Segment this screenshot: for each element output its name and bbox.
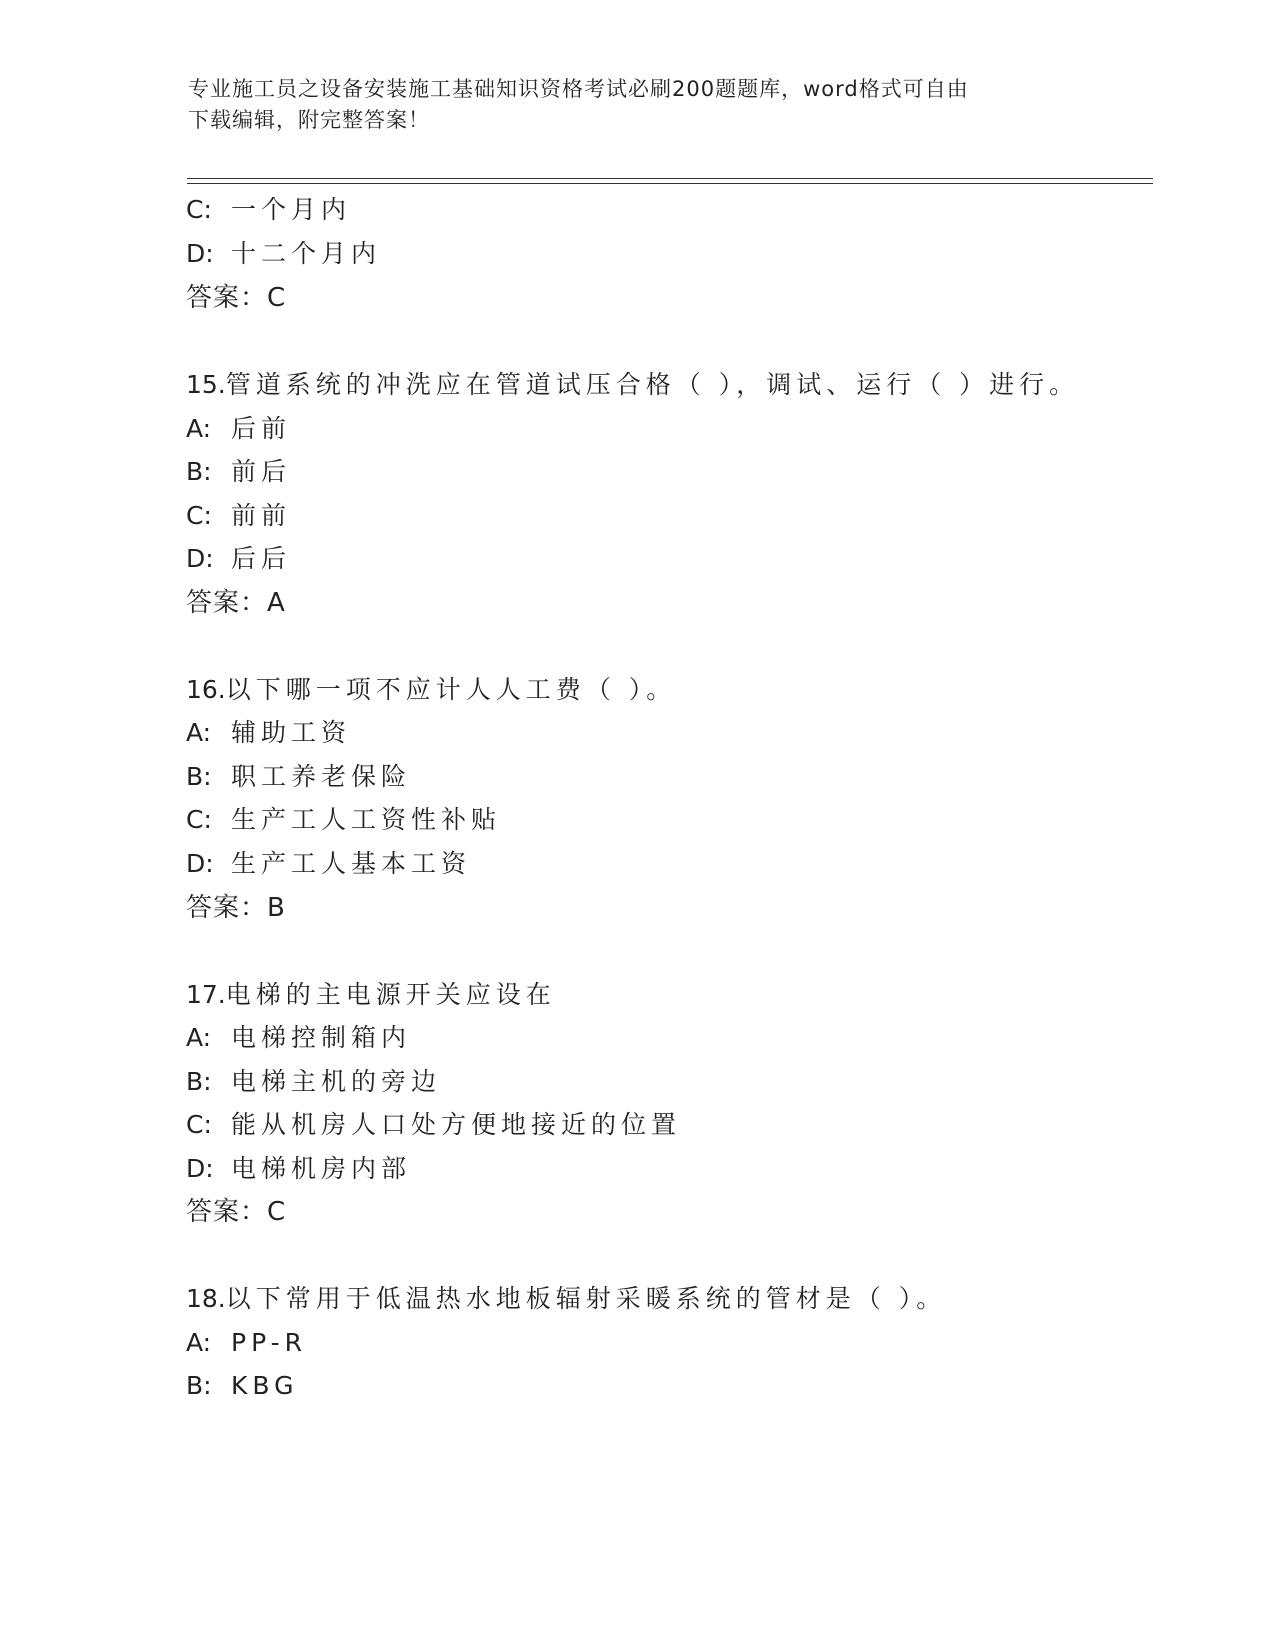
option-b — [186, 1067, 441, 1097]
document-header — [188, 74, 1088, 136]
answer: 答案：A — [186, 588, 286, 618]
option-text: 生产工人工资性补贴 — [231, 805, 502, 834]
header-line-1: 专业施工员之设备安装施工基础知识资格考试必刷200题题库，word格式可自由 — [188, 77, 969, 101]
option-label: B: — [186, 1371, 212, 1400]
option-d — [186, 849, 471, 879]
option-label: D: — [186, 1154, 214, 1183]
option-label: C: — [186, 195, 212, 224]
option-a — [186, 1023, 411, 1053]
option-label: A: — [186, 414, 212, 443]
option-c — [186, 805, 501, 835]
answer: 答案：C — [186, 283, 287, 313]
question-18 — [186, 1284, 946, 1314]
option-d — [186, 544, 291, 574]
header-line-2: 下载编辑，附完整答案！ — [188, 108, 430, 132]
option-text: 前前 — [231, 501, 292, 530]
option-label: A: — [186, 1023, 212, 1052]
answer: 答案：C — [186, 1197, 287, 1227]
option-text: 十二个月内 — [231, 239, 382, 268]
option-d — [186, 1154, 411, 1184]
option-text: 后前 — [231, 414, 292, 443]
question-number: 17. — [186, 980, 226, 1009]
option-label: C: — [186, 805, 212, 834]
option-c — [186, 501, 291, 531]
option-d — [186, 239, 381, 269]
option-label: C: — [186, 501, 212, 530]
option-c — [186, 1110, 681, 1140]
option-label: A: — [186, 1328, 212, 1357]
option-a — [186, 718, 351, 748]
option-text: 职工养老保险 — [231, 762, 412, 791]
option-label: B: — [186, 457, 212, 486]
option-label: D: — [186, 544, 214, 573]
question-text: 电梯的主电源开关应设在 — [225, 980, 556, 1009]
option-text: 电梯控制箱内 — [231, 1023, 412, 1052]
question-16 — [186, 675, 676, 705]
option-a — [186, 1328, 307, 1358]
option-text: 电梯主机的旁边 — [231, 1067, 442, 1096]
question-text: 管道系统的冲洗应在管道试压合格（ ），调试、运行（ ）进行。 — [225, 370, 1080, 399]
option-b — [186, 1371, 298, 1401]
option-text: PP-R — [231, 1328, 307, 1357]
option-text: 一个月内 — [231, 195, 352, 224]
question-number: 15. — [186, 370, 226, 399]
option-text: 辅助工资 — [231, 718, 352, 747]
question-text: 以下常用于低温热水地板辐射采暖系统的管材是（ ）。 — [225, 1284, 947, 1313]
header-divider-bottom — [187, 183, 1153, 184]
option-label: B: — [186, 1067, 212, 1096]
option-label: D: — [186, 849, 214, 878]
option-b — [186, 762, 411, 792]
question-17 — [186, 980, 556, 1010]
option-text: 前后 — [231, 457, 292, 486]
option-a — [186, 414, 291, 444]
option-label: C: — [186, 1110, 212, 1139]
option-label: B: — [186, 762, 212, 791]
option-text: 后后 — [231, 544, 292, 573]
option-text: 能从机房人口处方便地接近的位置 — [231, 1110, 682, 1139]
question-number: 16. — [186, 675, 226, 704]
question-text: 以下哪一项不应计人人工费（ ）。 — [225, 675, 677, 704]
option-label: D: — [186, 239, 214, 268]
option-b — [186, 457, 291, 487]
option-label: A: — [186, 718, 212, 747]
option-text: KBG — [231, 1371, 299, 1400]
option-text: 电梯机房内部 — [231, 1154, 412, 1183]
option-c — [186, 195, 351, 225]
header-divider-top — [187, 178, 1153, 179]
question-15 — [186, 370, 1079, 400]
answer: 答案：B — [186, 893, 286, 923]
question-number: 18. — [186, 1284, 226, 1313]
option-text: 生产工人基本工资 — [231, 849, 472, 878]
